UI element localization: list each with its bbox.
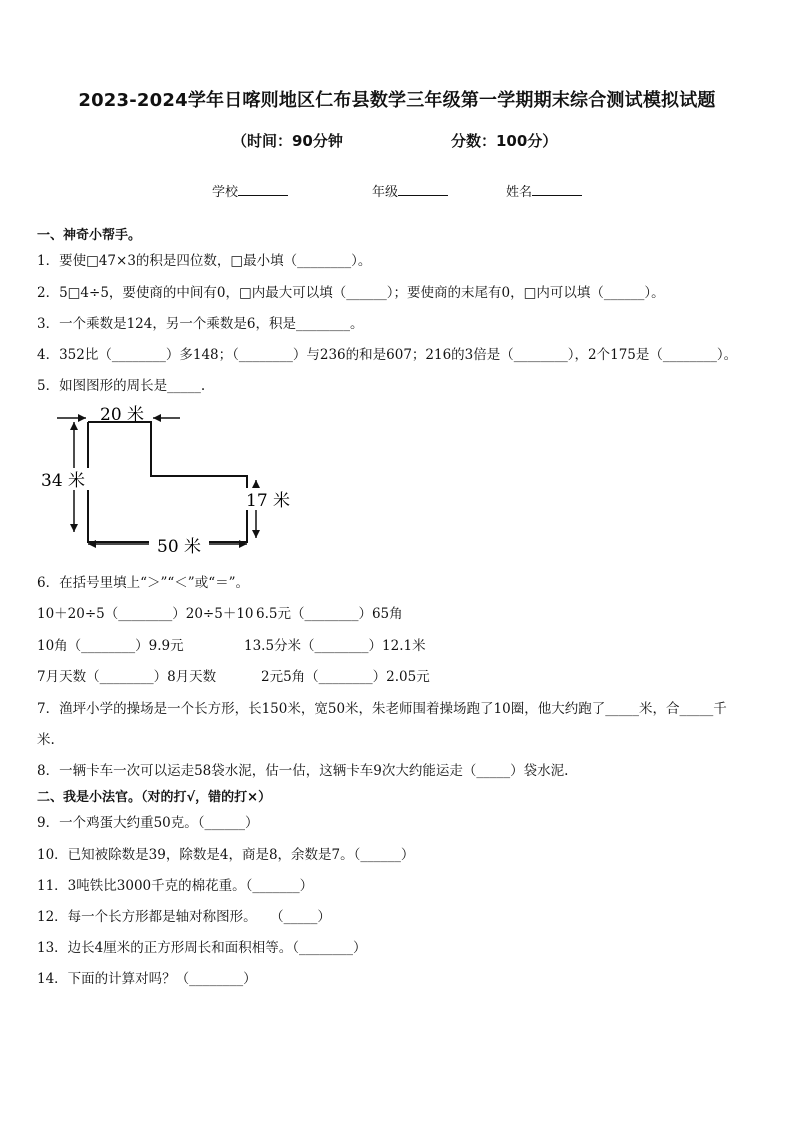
right-arrowhead-up	[252, 480, 260, 488]
page-title: 2023-2024学年日喀则地区仁布县数学三年级第一学期期末综合测试模拟试题	[78, 90, 716, 111]
question-12: 12．每一个长方形都是轴对称图形。 （_____）	[37, 909, 331, 925]
perimeter-figure	[37, 400, 297, 560]
section-2-heading: 二、我是小法官。（对的打√，错的打×）	[37, 790, 272, 805]
compare-3a: 7月天数（________）8月天数	[37, 669, 217, 685]
left-arrowhead-down	[70, 524, 78, 532]
compare-2b: 13.5分米（________）12.1米	[244, 638, 426, 654]
school-label: 学校	[212, 185, 239, 200]
label-top: 20 米	[100, 405, 145, 425]
exam-time: （时间：90分钟	[232, 132, 343, 150]
top-arrowhead-right	[153, 414, 161, 422]
question-6: 6．在括号里填上“＞”“＜”或“＝”。	[37, 575, 249, 591]
question-14: 14．下面的计算对吗？（________）	[37, 971, 257, 987]
name-field[interactable]	[506, 181, 582, 200]
compare-3b: 2元5角（________）2.05元	[261, 669, 430, 685]
label-left: 34 米	[41, 471, 86, 491]
question-1: 1．要使□47×3的积是四位数，□最小填（________）。	[37, 253, 372, 269]
question-8: 8．一辆卡车一次可以运走58袋水泥，估一估，这辆卡车9次大约能运走（_____）袋水泥.	[37, 763, 569, 779]
left-arrowhead-up	[70, 422, 78, 430]
question-13: 13．边长4厘米的正方形周长和面积相等。（________）	[37, 940, 367, 956]
name-label: 姓名	[506, 185, 533, 200]
question-4: 4．352比（________）多148；（________）与236的和是607；216的3倍是（________），2个175是（________）。	[37, 347, 738, 363]
name-blank[interactable]	[532, 183, 582, 196]
grade-blank[interactable]	[398, 183, 448, 196]
question-2: 2．5□4÷5，要使商的中间有0，□内最大可以填（______）；要使商的末尾有0，□内可以填（______）。	[37, 285, 665, 301]
compare-1a: 10＋20÷5（________）20÷5＋10	[37, 606, 254, 622]
school-blank[interactable]	[238, 183, 288, 196]
right-arrowhead-down	[252, 530, 260, 538]
question-5: 5．如图图形的周长是_____.	[37, 378, 206, 394]
figure-outline	[88, 422, 247, 542]
question-7-line-1: 7．渔坪小学的操场是一个长方形，长150米，宽50米，朱老师围着操场跑了10圈，他大约跑了_____米，合_____千	[37, 701, 727, 717]
question-9: 9．一个鸡蛋大约重50克。（______）	[37, 815, 259, 831]
question-7-line-2: 米.	[37, 732, 55, 748]
grade-field[interactable]	[372, 181, 448, 200]
compare-1b: 6.5元（________）65角	[256, 606, 403, 622]
top-arrowhead-left	[78, 414, 86, 422]
school-field[interactable]	[212, 181, 288, 200]
grade-label: 年级	[372, 185, 399, 200]
question-11: 11．3吨铁比3000千克的棉花重。（_______）	[37, 878, 314, 894]
question-3: 3．一个乘数是124，另一个乘数是6，积是________。	[37, 316, 364, 332]
compare-2a: 10角（________）9.9元	[37, 638, 184, 654]
label-right: 17 米	[246, 491, 291, 511]
question-10: 10．已知被除数是39，除数是4，商是8，余数是7。（______）	[37, 847, 415, 863]
exam-score: 分数：100分）	[451, 132, 558, 150]
section-1-heading: 一、神奇小帮手。	[37, 228, 142, 243]
label-bottom: 50 米	[157, 537, 202, 557]
